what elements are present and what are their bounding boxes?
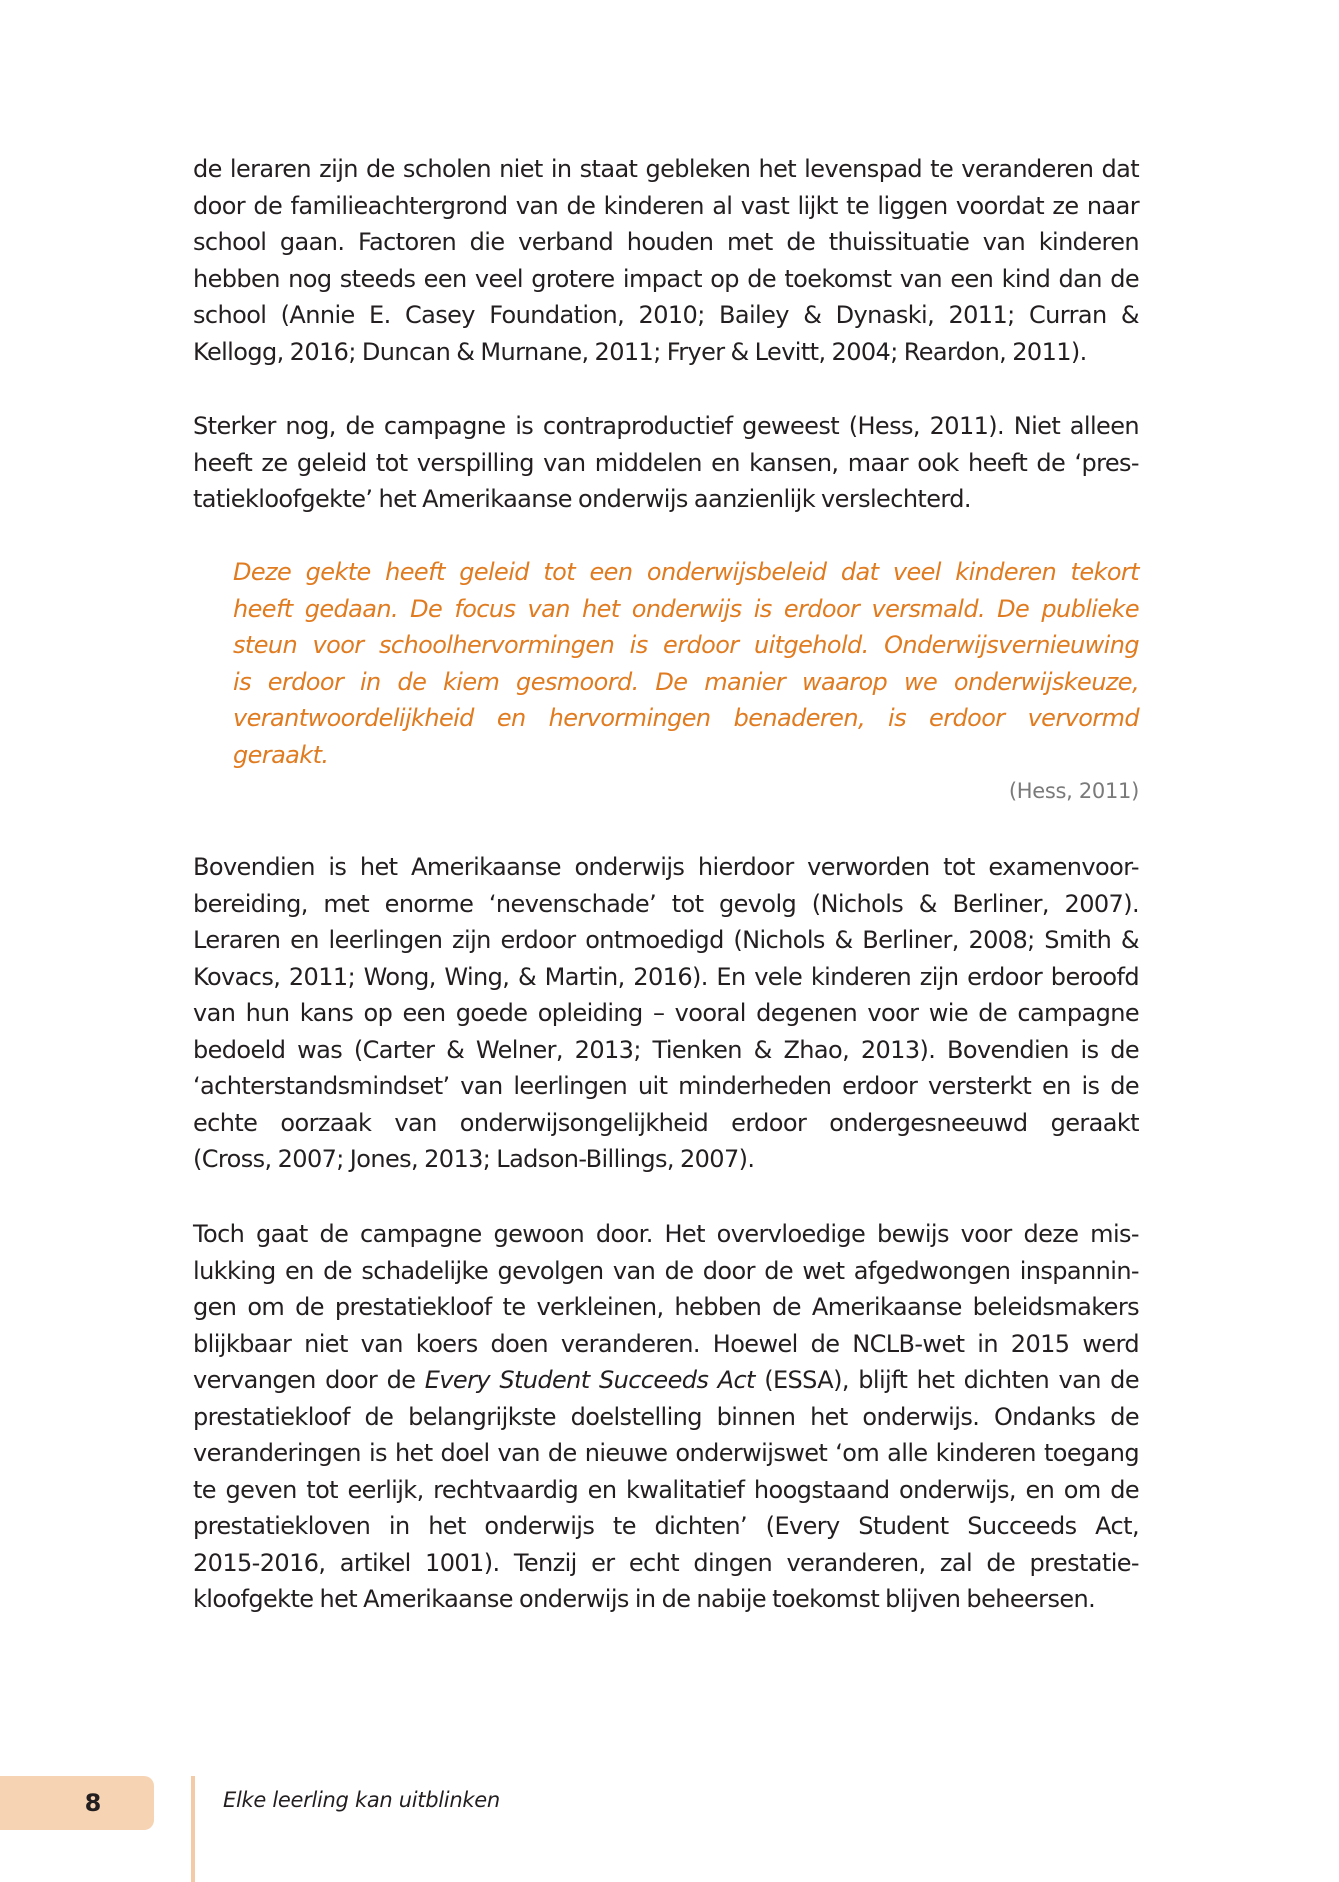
- quote-citation: (Hess, 2011): [1008, 779, 1139, 803]
- text-line: Kovacs, 2011; Wong, Wing, & Martin, 2016). En vele kinderen zijn erdoor beroofd: [193, 962, 1139, 991]
- text-line: kloofgekte het Amerikaanse onderwijs in de nabije toekomst blijven beheersen.: [193, 1585, 1096, 1613]
- act-title: Every Student Succeeds Act: [424, 1366, 755, 1394]
- text-line: van hun kans op een goede opleiding – vooral degenen voor wie de campagne: [193, 999, 1139, 1027]
- block-quote: [233, 554, 1139, 773]
- text-line: ‘achterstandsmindset’ van leerlingen uit minderheden erdoor versterkt en is de: [193, 1072, 1139, 1100]
- text-line: tatiekloofgekte’ het Amerikaanse onderwijs aanzienlijk verslechterd.: [193, 485, 971, 513]
- text-line: Leraren en leerlingen zijn erdoor ontmoedigd (Nichols & Berliner, 2008; Smith &: [193, 926, 1139, 954]
- text-line: [193, 1362, 1139, 1399]
- text-line: bereiding, met enorme ‘nevenschade’ tot gevolg (Nichols & Berliner, 2007).: [193, 889, 1139, 918]
- text-line: Bovendien is het Amerikaanse onderwijs hierdoor verworden tot examenvoor-: [193, 853, 1139, 881]
- text-line: door de familieachtergrond van de kinderen al vast lijkt te liggen voordat ze naar: [193, 191, 1139, 220]
- quote-line: geraakt.: [233, 740, 329, 769]
- text-segment: vervangen door de: [193, 1366, 425, 1394]
- page-number: 8: [84, 1789, 102, 1817]
- text-line: echte oorzaak van onderwijsongelijkheid erdoor ondergesneeuwd geraakt: [193, 1108, 1139, 1137]
- quote-line: verantwoordelijkheid en hervormingen benaderen, is erdoor vervormd: [233, 704, 1139, 732]
- text-segment: (ESSA), blijft het dichten van de: [754, 1366, 1139, 1394]
- text-line: Sterker nog, de campagne is contraproductief geweest (Hess, 2011). Niet alleen: [193, 412, 1139, 440]
- text-line: bedoeld was (Carter & Welner, 2013; Tienken & Zhao, 2013). Bovendien is de: [193, 1035, 1139, 1064]
- text-line: 2015-2016, artikel 1001). Tenzij er echt dingen veranderen, zal de prestatie-: [193, 1548, 1139, 1577]
- text-line: gen om de prestatiekloof te verkleinen, hebben de Amerikaanse beleidsmakers: [193, 1293, 1139, 1321]
- paragraph-4: [193, 1216, 1139, 1618]
- text-line: (Cross, 2007; Jones, 2013; Ladson-Billings, 2007).: [193, 1145, 755, 1173]
- text-line: de leraren zijn de scholen niet in staat gebleken het levenspad te veranderen dat: [193, 155, 1139, 183]
- quote-line: Deze gekte heeft geleid tot een onderwijsbeleid dat veel kinderen tekort: [233, 558, 1139, 586]
- text-line: veranderingen is het doel van de nieuwe onderwijswet ‘om alle kinderen toegang: [193, 1439, 1139, 1467]
- text-line: prestatiekloof de belangrijkste doelstelling binnen het onderwijs. Ondanks de: [193, 1402, 1139, 1431]
- text-line: lukking en de schadelijke gevolgen van de door de wet afgedwongen inspannin-: [193, 1256, 1139, 1285]
- text-line: te geven tot eerlijk, rechtvaardig en kwalitatief hoogstaand onderwijs, en om de: [193, 1475, 1139, 1504]
- paragraph-3: [193, 849, 1139, 1178]
- running-footer-title: Elke leerling kan uitblinken: [223, 1788, 500, 1812]
- text-line: blijkbaar niet van koers doen veranderen. Hoewel de NCLB-wet in 2015 werd: [193, 1329, 1139, 1358]
- text-line: school gaan. Factoren die verband houden met de thuissituatie van kinderen: [193, 228, 1139, 256]
- quote-line: steun voor schoolhervormingen is erdoor uitgehold. Onderwijsvernieuwing: [233, 631, 1139, 659]
- footer-divider: [191, 1776, 195, 1882]
- text-line: prestatiekloven in het onderwijs te dichten’ (Every Student Succeeds Act,: [193, 1512, 1139, 1540]
- paragraph-2: [193, 408, 1139, 518]
- text-line: Kellogg, 2016; Duncan & Murnane, 2011; Fryer & Levitt, 2004; Reardon, 2011).: [193, 337, 1087, 366]
- text-line: Toch gaat de campagne gewoon door. Het overvloedige bewijs voor deze mis-: [193, 1220, 1139, 1248]
- text-line: hebben nog steeds een veel grotere impact op de toekomst van een kind dan de: [193, 264, 1139, 293]
- quote-line: is erdoor in de kiem gesmoord. De manier waarop we onderwijskeuze,: [233, 667, 1139, 696]
- text-line: heeft ze geleid tot verspilling van middelen en kansen, maar ook heeft de ‘pres-: [193, 448, 1139, 477]
- paragraph-1: [193, 151, 1139, 370]
- quote-line: heeft gedaan. De focus van het onderwijs is erdoor versmald. De publieke: [233, 594, 1139, 623]
- text-line: school (Annie E. Casey Foundation, 2010; Bailey & Dynaski, 2011; Curran &: [193, 301, 1139, 329]
